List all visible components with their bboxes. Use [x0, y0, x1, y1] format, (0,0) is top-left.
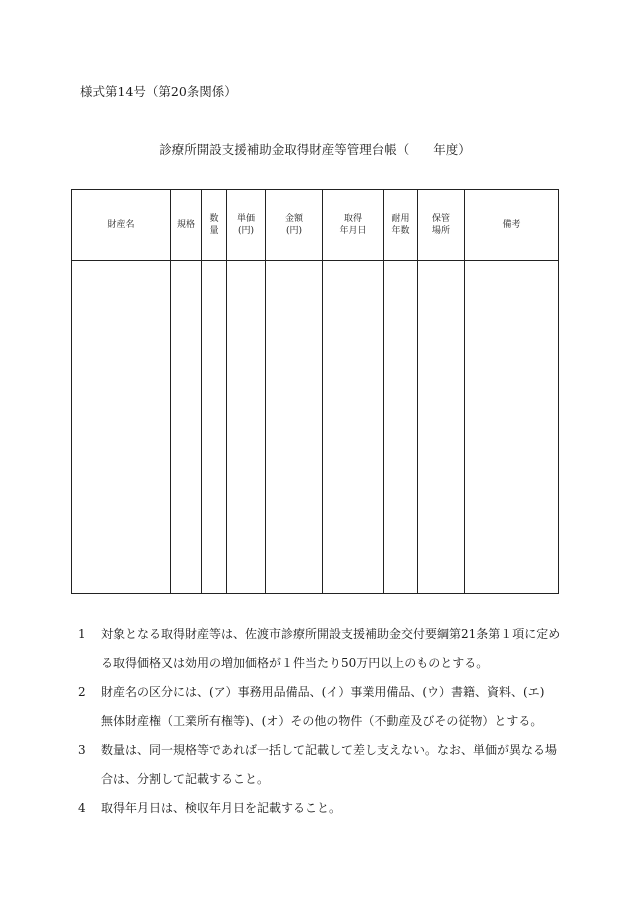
note-text: 数量は、同一規格等であれば一括して記載して差し支えない。なお、単価が異なる場 合は、分割して記載すること。 [101, 743, 558, 786]
note-number: 3 [78, 743, 86, 757]
header-specification: 規格 [171, 190, 202, 261]
cell-asset-name[interactable] [72, 261, 171, 594]
cell-unit-price[interactable] [227, 261, 266, 594]
table-header-row [72, 190, 559, 261]
header-quantity: 数 量 [202, 190, 227, 261]
cell-remarks[interactable] [465, 261, 559, 594]
note-text: 財産名の区分には、(ア）事務用品備品、(イ）事業用備品、(ウ）書籍、資料、(エ) 無体財産権（工業所有権等)、(オ）その他の物件（不動産及びその従物）とする。 [101, 685, 545, 728]
header-remarks: 備考 [465, 190, 559, 261]
note-text: 対象となる取得財産等は、佐渡市診療所開設支援補助金交付要綱第21条第１項に定め る取得価格又は効用の増加価格が１件当たり50万円以上のものとする。 [101, 627, 561, 670]
note-number: 1 [78, 627, 86, 641]
title-main: 診療所開設支援補助金取得財産等管理台帳（ [159, 142, 410, 157]
header-acquisition-date: 取得 年月日 [323, 190, 384, 261]
cell-specification[interactable] [171, 261, 202, 594]
table-entry-row [72, 261, 559, 594]
cell-quantity[interactable] [202, 261, 227, 594]
note-item [78, 684, 558, 729]
note-number: 2 [78, 685, 86, 699]
note-item [78, 626, 561, 671]
note-text: 取得年月日は、検収年月日を記載すること。 [101, 801, 342, 815]
header-storage-location: 保管 場所 [418, 190, 465, 261]
header-useful-life: 耐用 年数 [384, 190, 418, 261]
cell-storage-location[interactable] [418, 261, 465, 594]
document-title [0, 142, 630, 158]
header-unit-price: 単価 (円) [227, 190, 266, 261]
cell-useful-life[interactable] [384, 261, 418, 594]
note-number: 4 [78, 801, 86, 815]
header-amount: 金額 (円) [266, 190, 323, 261]
note-item [78, 800, 558, 816]
header-asset-name: 財産名 [72, 190, 171, 261]
cell-amount[interactable] [266, 261, 323, 594]
notes-list [78, 626, 561, 829]
cell-acquisition-date[interactable] [323, 261, 384, 594]
form-number: 様式第14号（第20条関係） [80, 84, 237, 99]
title-suffix: 年度） [433, 142, 471, 157]
asset-ledger-table [71, 189, 559, 594]
note-item [78, 742, 558, 787]
